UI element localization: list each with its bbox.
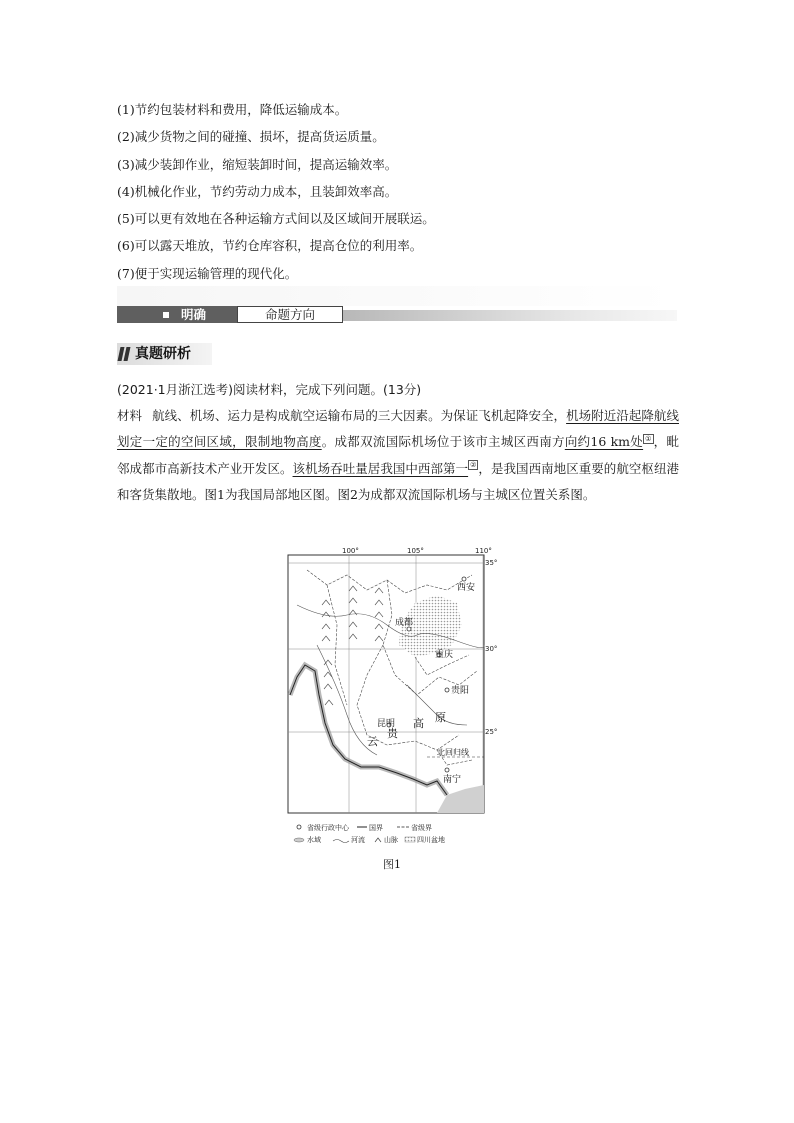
answer-list: [117, 96, 677, 287]
underlined-text: 向约16 km处: [564, 434, 644, 450]
material-text: 航线、机场、运力是构成航空运输布局的三大因素。为保证飞机起降安全，: [152, 408, 567, 423]
list-item: (2)减少货物之间的碰撞、损坏，提高货运质量。: [117, 129, 385, 145]
lat-label: 30°: [485, 645, 497, 653]
section-title: 真题研析: [135, 346, 191, 362]
city-label: 南宁: [443, 775, 462, 785]
legend-item: 国界: [369, 824, 383, 832]
material-text: 。成都双流国际机场位于该市主城区西南方: [321, 434, 565, 450]
material-text: ，是我国西南地区重要的航空枢纽港和客货集散地。图1为我国局部地区图。图2为成都双流国际机场与主城区位置关系图。: [117, 460, 679, 502]
material-text: ，毗邻成都市高新技术产业开发区。: [117, 434, 679, 476]
city-label: 重庆: [435, 650, 454, 660]
city-label: 贵阳: [451, 686, 470, 696]
city-label: 西安: [457, 583, 476, 593]
banner-label-dark: [117, 306, 237, 323]
legend-item: 省级界: [411, 824, 432, 832]
banner-bar: [117, 306, 677, 326]
city-label: 成都: [395, 618, 414, 628]
material-paragraph: [117, 403, 679, 508]
lat-label: 25°: [485, 728, 497, 736]
question-intro: (2021·1月浙江选考)阅读材料，完成下列问题。(13分): [117, 382, 422, 397]
city-label: 昆明: [377, 719, 396, 729]
tropic-label: 北回归线: [437, 748, 469, 757]
banner-fade: [343, 310, 677, 321]
figure-caption: 图1: [383, 858, 401, 871]
square-icon: [163, 312, 169, 318]
region-label: 原: [435, 711, 446, 724]
list-item: (5)可以更有效地在各种运输方式间以及区域间开展联运。: [117, 211, 435, 227]
note-badge: ②: [470, 461, 477, 470]
region-label: 高: [413, 717, 424, 730]
lon-label: 105°: [407, 547, 424, 555]
regional-map: [287, 545, 497, 843]
section-banner: [117, 286, 677, 326]
region-label: 贵: [387, 727, 398, 740]
list-item: (1)节约包装材料和费用，降低运输成本。: [117, 102, 348, 117]
list-item: (7)便于实现运输管理的现代化。: [117, 265, 298, 281]
legend-item: 水域: [307, 836, 321, 843]
heading-mark-icon: [124, 347, 131, 361]
banner-left-label: 明确: [181, 307, 207, 322]
lon-label: 110°: [475, 547, 492, 555]
list-item: (3)减少装卸作业，缩短装卸时间，提高运输效率。: [117, 156, 398, 172]
banner-background: [117, 286, 677, 306]
map-legend: [294, 823, 445, 843]
legend-item: 四川盆地: [417, 836, 445, 843]
legend-item: 省级行政中心: [307, 824, 349, 832]
lat-label: 35°: [485, 559, 497, 567]
section-heading: [117, 343, 212, 365]
region-label: 云: [367, 735, 378, 748]
material-label: 材料: [117, 408, 143, 423]
note-badge: ①: [645, 435, 652, 444]
underlined-text: 机场附近沿起降航线划定一定的空间区域，限制地物高度: [117, 408, 679, 450]
legend-item: 山脉: [384, 836, 398, 843]
list-item: (6)可以露天堆放，节约仓库容积，提高仓位的利用率。: [117, 238, 423, 254]
banner-label-box: 命题方向: [237, 306, 343, 323]
underlined-text: 该机场吞吐量居我国中西部第一: [292, 460, 469, 476]
legend-item: 河流: [351, 836, 365, 843]
lon-label: 100°: [342, 547, 359, 555]
list-item: (4)机械化作业，节约劳动力成本，且装卸效率高。: [117, 183, 398, 199]
